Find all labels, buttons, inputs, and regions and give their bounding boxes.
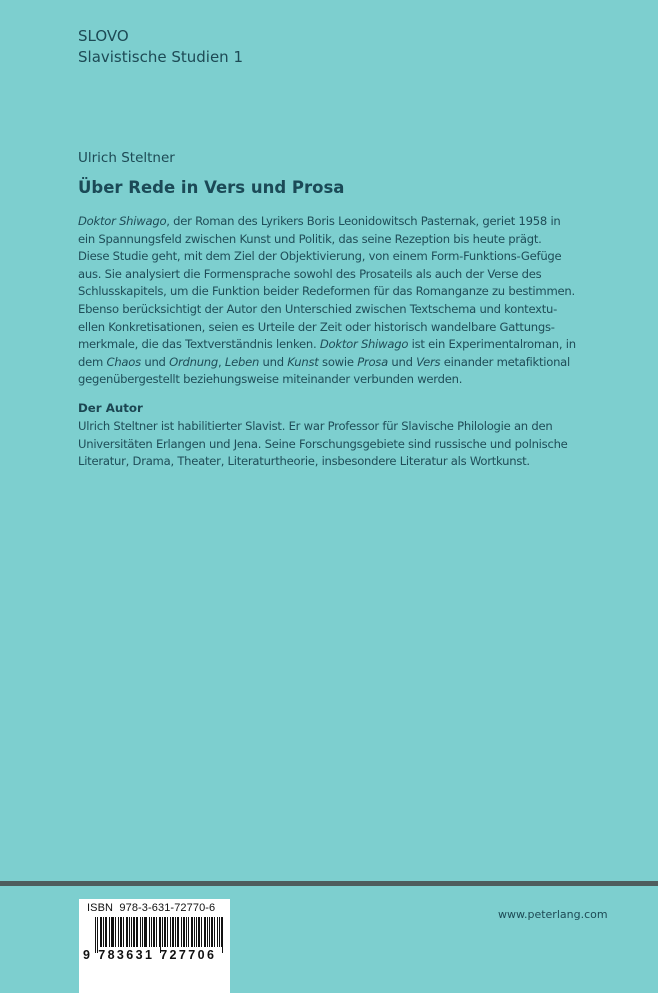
- divider: [0, 881, 658, 886]
- series-block: [78, 26, 243, 68]
- blurb-line: gegenübergestellt beziehungsweise miteinander verbunden werden.: [78, 372, 463, 387]
- blurb-line: ellen Konkretisationen, seien es Urteile der Zeit oder historisch wandelbare Gattungs-: [78, 319, 555, 334]
- barcode-digits: 9 783631 727706: [83, 948, 217, 962]
- blurb-text: [78, 213, 618, 389]
- about-author-text: [78, 418, 568, 471]
- book-title: Über Rede in Vers und Prosa: [78, 178, 345, 197]
- about-author-heading: Der Autor: [78, 401, 143, 415]
- blurb-line: merkmale, die das Textverständnis lenken. Doktor Shiwago ist ein Experimentalroman, in: [78, 337, 576, 352]
- about-line: Universitäten Erlangen und Jena. Seine Forschungsgebiete sind russische und polnische: [78, 436, 568, 451]
- series-subtitle: Slavistische Studien 1: [78, 48, 243, 66]
- about-line: Literatur, Drama, Theater, Literaturtheorie, insbesondere Literatur als Wortkunst.: [78, 454, 530, 469]
- blurb-line: ein Spannungsfeld zwischen Kunst und Politik, das seine Rezeption bis heute prägt.: [78, 231, 542, 246]
- blurb-line: Ebenso berücksichtigt der Autor den Unterschied zwischen Textschema und kontextu-: [78, 301, 558, 316]
- author-name: Ulrich Steltner: [78, 150, 175, 166]
- blurb-line: dem Chaos und Ordnung, Leben und Kunst sowie Prosa und Vers einander metafiktional: [78, 354, 570, 369]
- blurb-line: Schlusskapitels, um die Funktion beider Redeformen für das Romanganze zu bestimmen.: [78, 284, 575, 299]
- blurb-line: Doktor Shiwago, der Roman des Lyrikers Boris Leonidowitsch Pasternak, geriet 1958 in: [78, 214, 561, 228]
- isbn-barcode-box: [79, 899, 230, 993]
- about-line: Ulrich Steltner ist habilitierter Slavist. Er war Professor für Slavische Philologie an den: [78, 419, 553, 433]
- isbn-label: ISBN 978-3-631-72770-6: [87, 902, 216, 914]
- blurb-line: aus. Sie analysiert die Formensprache sowohl des Prosateils als auch der Verse des: [78, 266, 542, 281]
- blurb-line: Diese Studie geht, mit dem Ziel der Objektivierung, von einem Form-Funktions-Gefüge: [78, 249, 562, 264]
- publisher-url: www.peterlang.com: [498, 908, 608, 921]
- series-name: SLOVO: [78, 27, 129, 45]
